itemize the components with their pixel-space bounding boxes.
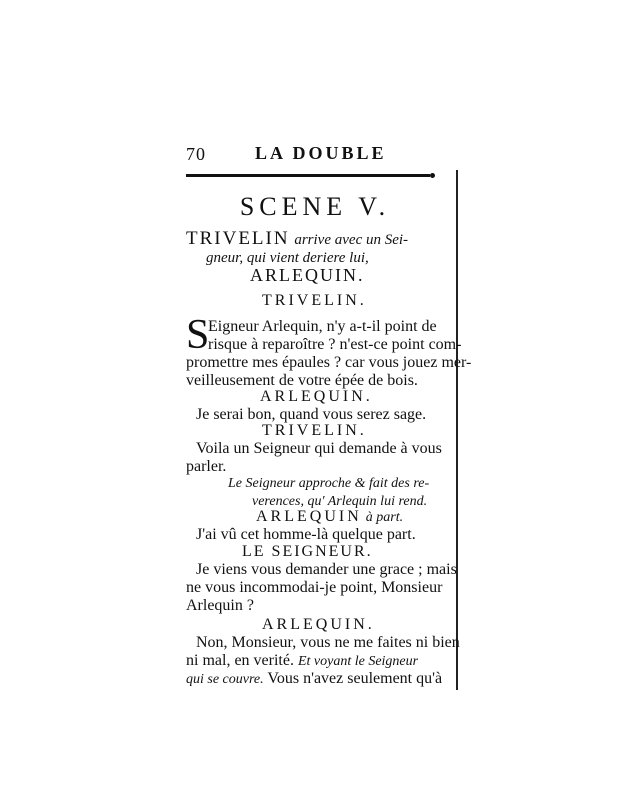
text-line: parler. bbox=[186, 458, 227, 475]
text-line: Je serai bon, quand vous serez sage. bbox=[196, 406, 427, 423]
text-line: ne vous incommodai-je point, Monsieur bbox=[186, 579, 443, 596]
speaker-trivelin-1: TRIVELIN. bbox=[262, 292, 367, 309]
text-line: risque à reparoître ? n'est-ce point com- bbox=[208, 336, 462, 353]
text-span: ni mal, en verité. bbox=[186, 652, 294, 669]
scene-heading: SCENE V. bbox=[239, 192, 391, 221]
text-line: Je viens vous demander une grace ; mais bbox=[196, 561, 457, 578]
text-line: J'ai vû cet homme-là quelque part. bbox=[196, 526, 416, 543]
header-rule bbox=[186, 174, 430, 177]
speaker-arlequin-3: ARLEQUIN. bbox=[262, 616, 375, 633]
text-line bbox=[186, 670, 442, 688]
stage-direction-line-1: Le Seigneur approche & fait des re- bbox=[228, 476, 430, 491]
speaker-name: ARLEQUIN bbox=[256, 508, 362, 525]
stage-direction: à part. bbox=[365, 510, 404, 525]
stage-direction: Et voyant le Seigneur bbox=[297, 654, 419, 669]
stage-direction: qui se couvre. bbox=[186, 672, 264, 687]
running-title: LA DOUBLE bbox=[255, 143, 387, 163]
stage-direction: arrive avec un Sei- bbox=[294, 232, 409, 248]
text-line: Voila un Seigneur qui demande à vous bbox=[196, 440, 442, 457]
text-line: veilleusement de votre épée de bois. bbox=[186, 372, 418, 389]
stage-heading-line-1 bbox=[186, 228, 408, 250]
stage-direction-line-2: verences, qu' Arlequin lui rend. bbox=[252, 494, 428, 509]
character-name: TRIVELIN bbox=[186, 228, 290, 249]
text-line bbox=[186, 652, 418, 670]
text-line: Non, Monsieur, vous ne me faites ni bien bbox=[196, 634, 460, 651]
stage-heading-line-2: gneur, qui vient deriere lui, bbox=[206, 250, 369, 266]
text-span: Vous n'avez seulement qu'à bbox=[267, 670, 443, 687]
page-edge-line bbox=[456, 170, 458, 690]
speaker-arlequin-2 bbox=[256, 508, 403, 526]
text-line: Eigneur Arlequin, n'y a-t-il point de bbox=[208, 318, 437, 335]
page-number: 70 bbox=[186, 144, 206, 164]
header-rule-ornament bbox=[430, 173, 435, 178]
speaker-seigneur: LE SEIGNEUR. bbox=[242, 543, 373, 560]
text-line: promettre mes épaules ? car vous jouez mer- bbox=[186, 354, 472, 371]
speaker-trivelin-2: TRIVELIN. bbox=[262, 422, 367, 439]
drop-cap: S bbox=[186, 312, 210, 358]
speaker-arlequin-1: ARLEQUIN. bbox=[260, 388, 373, 405]
stage-heading-line-3: ARLEQUIN. bbox=[250, 265, 365, 285]
text-line: Arlequin ? bbox=[186, 597, 254, 614]
